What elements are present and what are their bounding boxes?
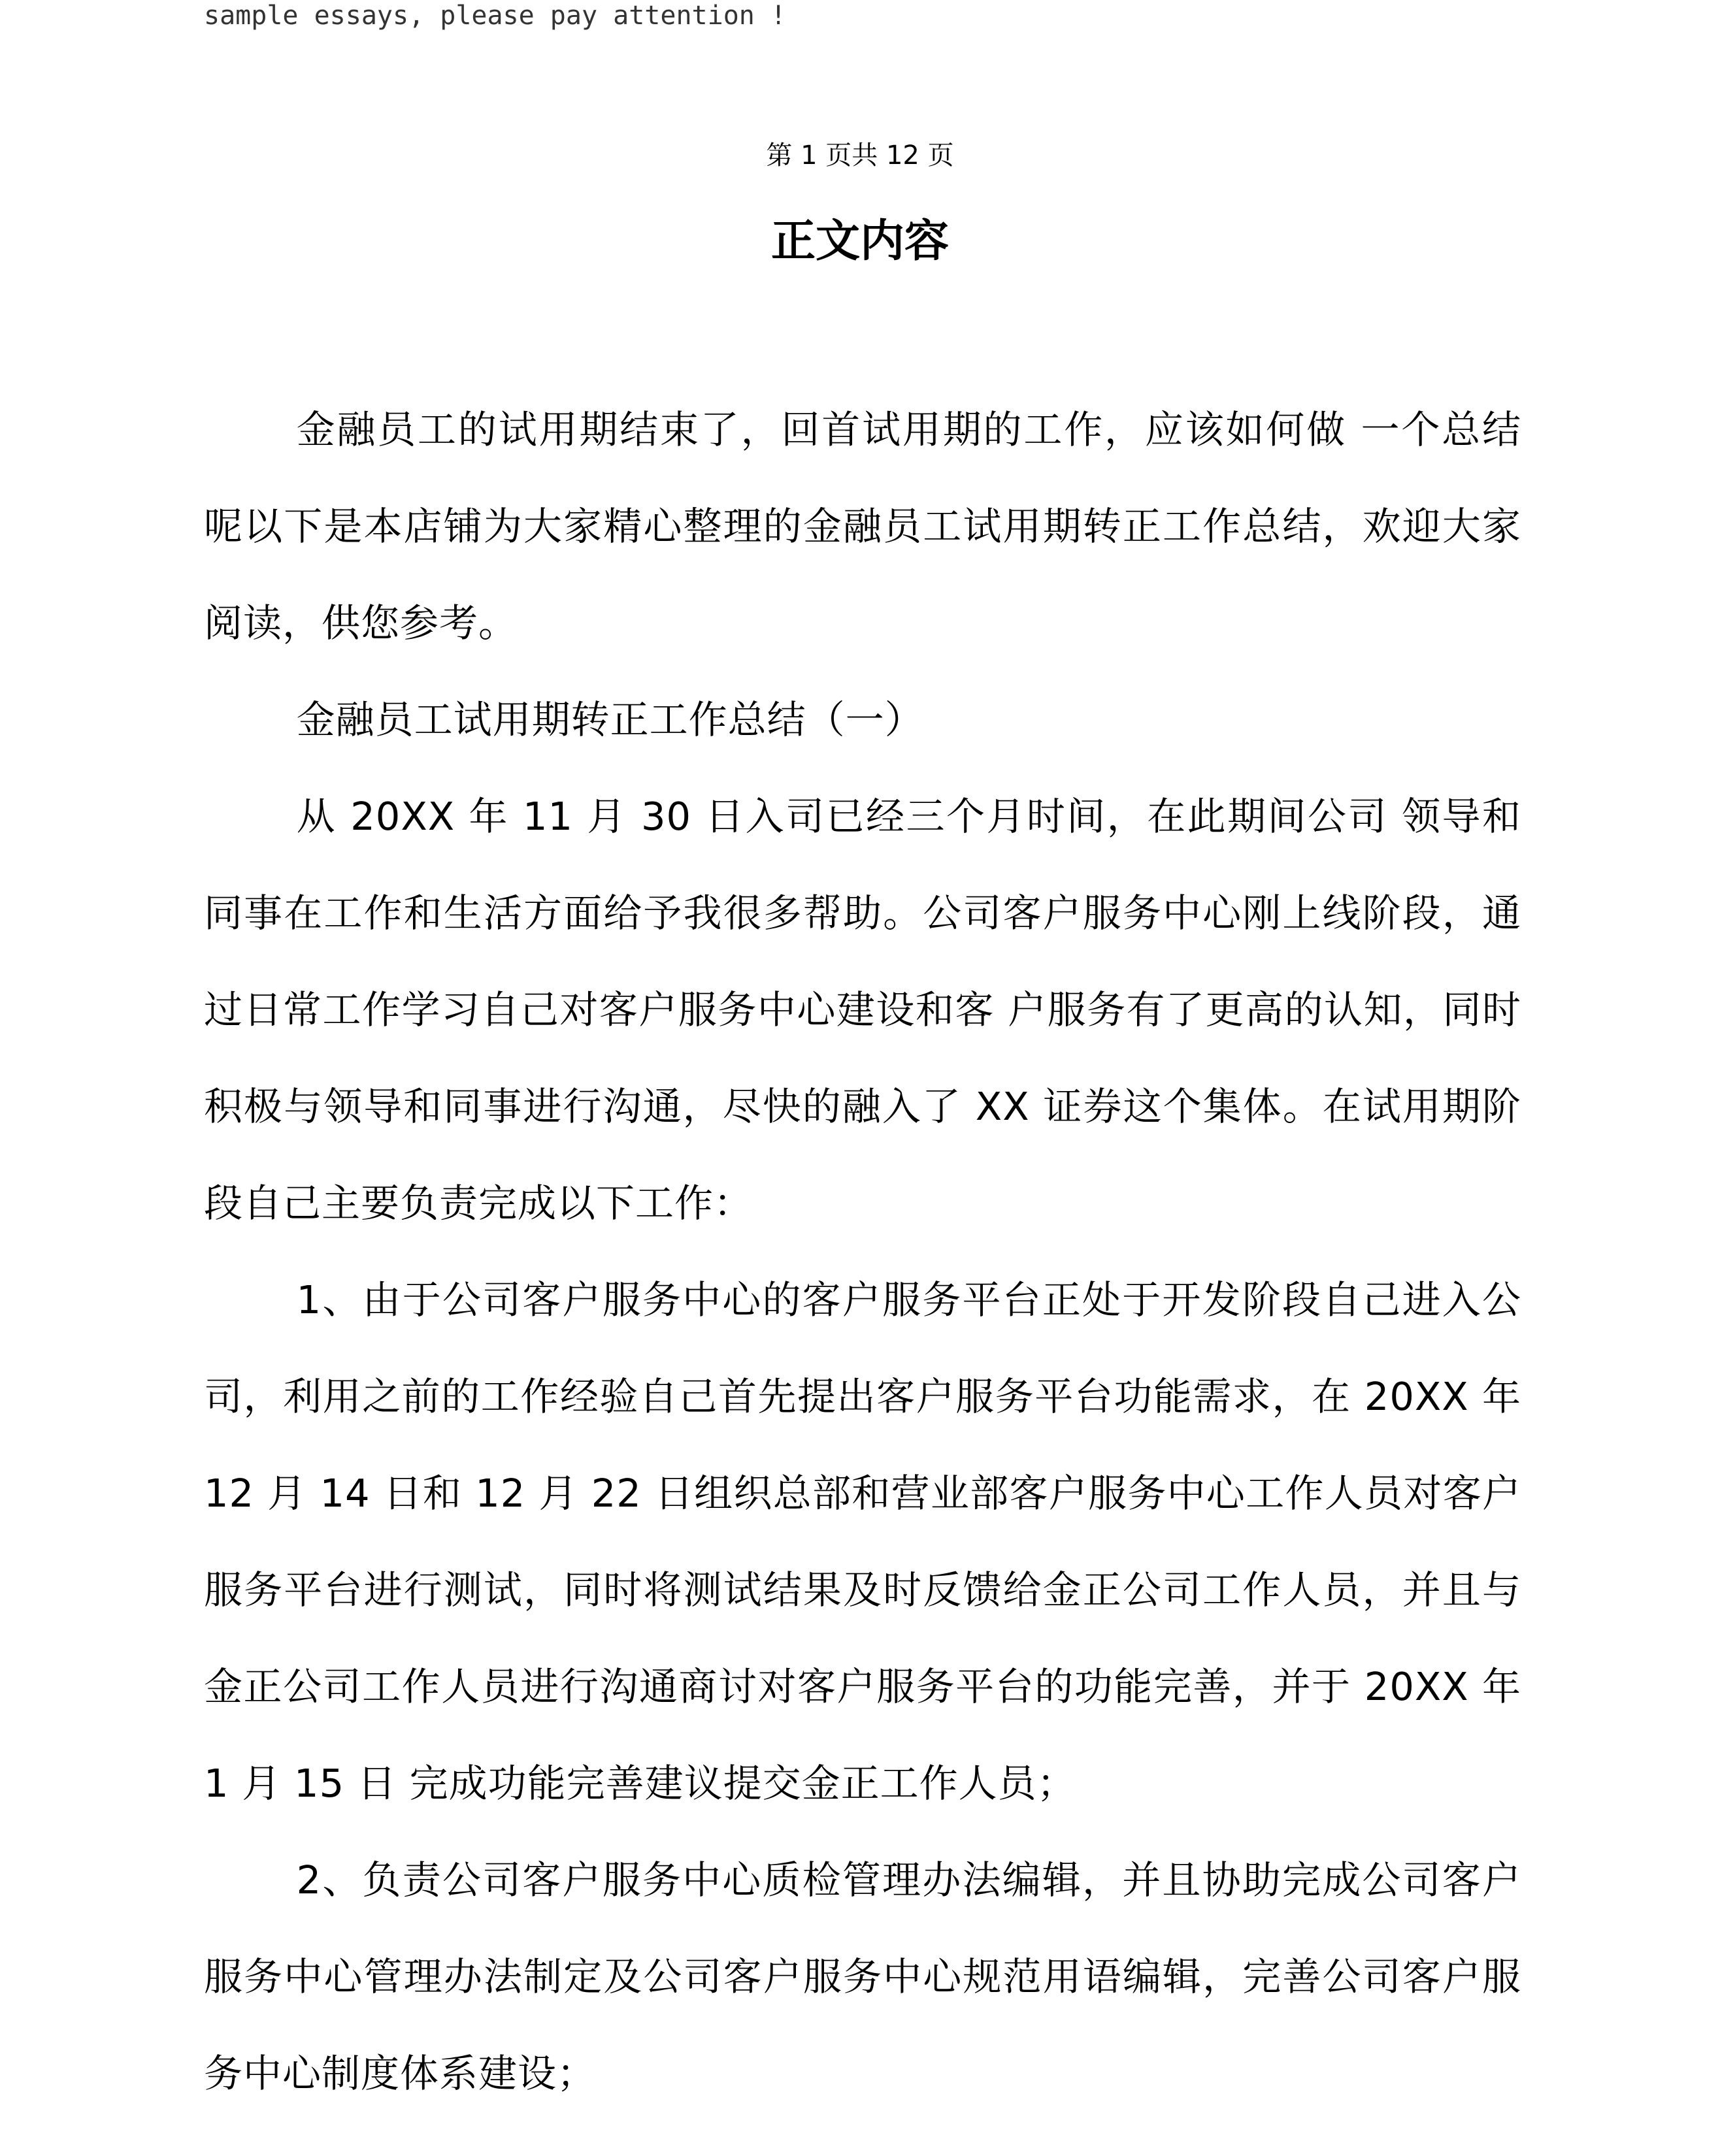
paragraph-intro: 金融员工的试用期结束了，回首试用期的工作，应该如何做 一个总结呢以下是本店铺为大家精心整理的金融员工试用期转正工作总结，欢迎大家阅读，供您参考。	[204, 407, 1521, 645]
paragraph-overview: 从 20XX 年 11 月 30 日入司已经三个月时间，在此期间公司 领导和同事在工作和生活方面给予我很多帮助。公司客户服务中心刚上线阶段，通过日常工作学习自己对客户服务中心建设和客 户服务有了更高的认知，同时积极与领导和同事进行沟通，尽快的融入了 XX 证券这个集体。在试用期阶段自己主要负责完成以下工作：	[204, 794, 1521, 1226]
paragraph-item-1: 1、由于公司客户服务中心的客户服务平台正处于开发阶段自己进入公司，利用之前的工作经验自己首先提出客户服务平台功能需求，在 20XX 年 12 月 14 日和 12 月 22 日组织总部和营业部客户服务中心工作人员对客户服务平台进行测试，同时将测试结果及时反馈给金正公司工作人员，并且与金正公司工作人员进行沟通商讨对客户服务平台的功能完善，并于 20XX 年 1 月 15 日 完成功能完善建议提交金正工作人员；	[204, 1277, 1521, 1806]
section-heading: 金融员工试用期转正工作总结（一）	[296, 697, 924, 742]
paragraph-item-2: 2、负责公司客户服务中心质检管理办法编辑，并且协助完成公司客户服务中心管理办法制定及公司客户服务中心规范用语编辑，完善公司客户服务中心制度体系建设；	[204, 1857, 1521, 2096]
document-body	[204, 382, 1521, 2122]
document-title: 正文内容	[770, 216, 949, 267]
watermark-banner: sample essays, please pay attention !	[204, 1, 787, 31]
page-counter: 第 1 页共 12 页	[766, 140, 954, 171]
